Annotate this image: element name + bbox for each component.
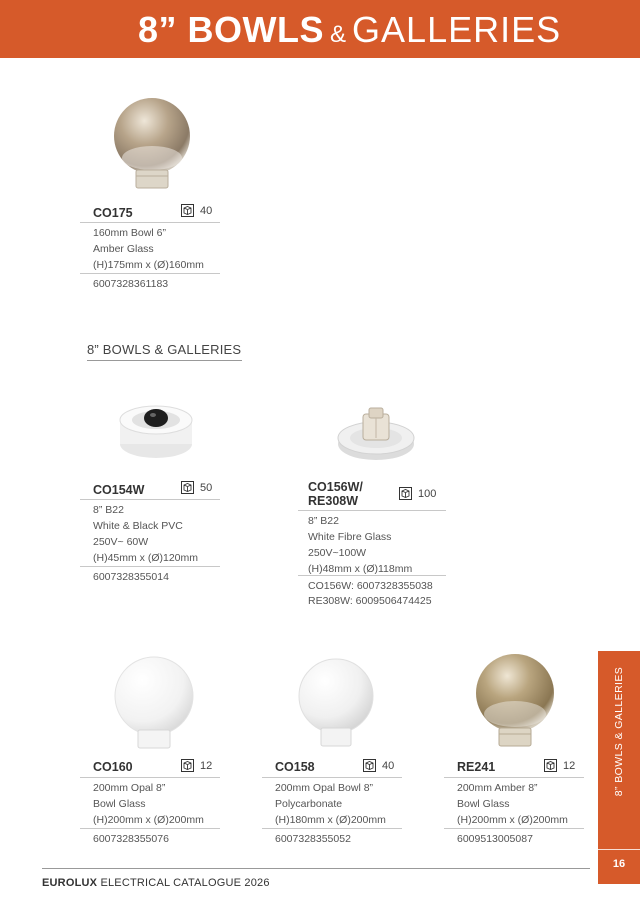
amber-bowl-image <box>112 96 192 192</box>
desc-line: Amber Glass <box>93 243 154 255</box>
barcode <box>457 832 533 847</box>
pack-quantity <box>363 759 394 772</box>
title-amp: & <box>330 21 347 48</box>
pack-qty-value: 12 <box>200 759 213 772</box>
divider <box>80 828 220 829</box>
section-heading: 8” BOWLS & GALLERIES <box>87 342 242 361</box>
footer <box>42 877 270 889</box>
box-icon <box>181 204 194 217</box>
pack-qty-value: 100 <box>418 487 437 500</box>
product-code: CO160 <box>93 760 133 774</box>
desc-line: (H)200mm x (Ø)200mm <box>457 814 568 826</box>
product-description <box>93 225 204 273</box>
pack-quantity <box>181 481 212 494</box>
opal-glass-bowl-image <box>113 654 195 752</box>
desc-line: (H)180mm x (Ø)200mm <box>275 814 386 826</box>
barcode-line: 6007328355076 <box>93 833 169 845</box>
footer-divider <box>42 868 590 869</box>
desc-line: 200mm Amber 8” <box>457 782 538 794</box>
pack-qty-value: 40 <box>382 759 395 772</box>
page-number: 16 <box>612 858 626 870</box>
divider <box>80 777 220 778</box>
barcode <box>93 570 169 585</box>
pack-qty-value: 12 <box>563 759 576 772</box>
desc-line: Bowl Glass <box>457 798 510 810</box>
pack-quantity <box>544 759 575 772</box>
desc-line: 200mm Opal Bowl 8” <box>275 782 374 794</box>
page-number-box <box>598 849 640 885</box>
desc-line: 8” B22 <box>93 504 124 516</box>
box-icon <box>363 759 376 772</box>
desc-line: (H)48mm x (Ø)118mm <box>308 563 413 575</box>
box-icon <box>544 759 557 772</box>
side-tab-label: 8” BOWLS & GALLERIES <box>613 666 625 797</box>
header-banner <box>0 0 640 58</box>
opal-polycarbonate-bowl-image <box>296 656 376 750</box>
white-fibre-gallery-image <box>336 402 416 466</box>
box-icon <box>399 487 412 500</box>
barcode-line: RE308W: 6009506474425 <box>308 595 432 607</box>
desc-line: 8” B22 <box>308 515 339 527</box>
desc-line: 160mm Bowl 6” <box>93 227 166 239</box>
product-code: CO175 <box>93 206 133 220</box>
desc-line: 250V~100W <box>308 547 367 559</box>
pack-quantity <box>399 487 436 500</box>
product-description <box>308 513 412 577</box>
product-code: RE241 <box>457 760 496 774</box>
product-description <box>275 780 386 828</box>
side-tab <box>598 651 640 884</box>
desc-line: Bowl Glass <box>93 798 146 810</box>
pack-quantity <box>181 204 212 217</box>
box-icon <box>181 759 194 772</box>
divider <box>80 499 220 500</box>
page-title <box>138 9 562 50</box>
barcode <box>275 832 351 847</box>
barcode <box>93 277 168 292</box>
divider <box>298 510 446 511</box>
white-black-gallery-image <box>118 398 194 462</box>
pack-quantity <box>181 759 212 772</box>
product-description <box>457 780 568 828</box>
title-bold: 8” BOWLS <box>138 9 325 50</box>
divider <box>444 777 584 778</box>
desc-line: 250V~ 60W <box>93 536 149 548</box>
product-code: CO154W <box>93 483 145 497</box>
divider <box>80 273 220 274</box>
product-code-line: CO156W/ <box>308 480 363 494</box>
amber-bowl-image <box>474 652 556 750</box>
barcode-line: 6007328355014 <box>93 571 169 583</box>
desc-line: (H)45mm x (Ø)120mm <box>93 552 199 564</box>
footer-brand: EUROLUX <box>42 877 98 889</box>
barcode-line: CO156W: 6007328355038 <box>308 580 433 592</box>
desc-line: (H)200mm x (Ø)200mm <box>93 814 204 826</box>
footer-catalogue: ELECTRICAL CATALOGUE 2026 <box>100 877 270 889</box>
product-description <box>93 780 204 828</box>
product-code-line: RE308W <box>308 494 359 508</box>
barcode-line: 6007328355052 <box>275 833 351 845</box>
divider <box>262 777 402 778</box>
product-description <box>93 502 198 566</box>
divider <box>80 566 220 567</box>
divider <box>444 828 584 829</box>
desc-line: White Fibre Glass <box>308 531 392 543</box>
pack-qty-value: 50 <box>200 481 213 494</box>
desc-line: Polycarbonate <box>275 798 343 810</box>
barcode-line: 6007328361183 <box>93 278 169 290</box>
box-icon <box>181 481 194 494</box>
product-code <box>308 480 363 508</box>
desc-line: (H)175mm x (Ø)160mm <box>93 259 204 271</box>
divider <box>298 575 446 576</box>
divider <box>262 828 402 829</box>
pack-qty-value: 40 <box>200 204 213 217</box>
desc-line: White & Black PVC <box>93 520 183 532</box>
barcode <box>93 832 169 847</box>
barcode-line: 6009513005087 <box>457 833 533 845</box>
barcode <box>308 579 433 609</box>
product-code: CO158 <box>275 760 315 774</box>
desc-line: 200mm Opal 8” <box>93 782 166 794</box>
divider <box>80 222 220 223</box>
title-light: GALLERIES <box>352 9 562 50</box>
